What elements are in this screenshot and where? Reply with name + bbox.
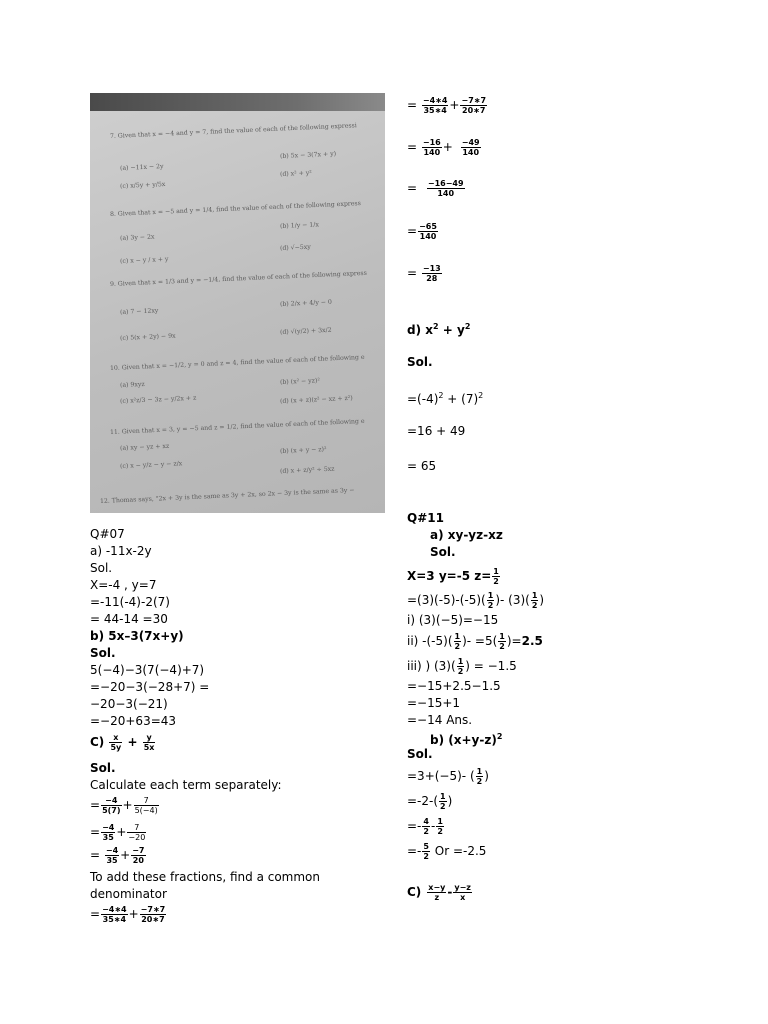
fraction: $\frac{1}{2}$ <box>531 591 538 610</box>
fraction-line: = $\frac{-4∗4}{35∗4}$ + $\frac{-7∗7}{20∗7}$ <box>90 905 166 924</box>
work-line: −20−3(−21) <box>90 697 168 711</box>
fraction: $\frac{4}{2}$ <box>423 817 429 836</box>
solution-label: Sol. <box>90 561 113 575</box>
part-c-label: C) $\frac{x-y}{z}$ - $\frac{y-z}{x}$ <box>407 883 471 902</box>
part-c-label <box>90 733 156 752</box>
plus-sign: + <box>127 735 138 749</box>
instruction-line: To add these fractions, find a common <box>90 870 320 884</box>
photo-line: (b) 5x − 3(7x + y) <box>279 150 337 160</box>
work-line: iii) ) (3)( $\frac{1}{2}$ ) = −1.5 <box>407 657 517 676</box>
fraction: $\frac{1}{2}$ <box>437 817 443 836</box>
fraction: $\frac{1}{2}$ <box>499 632 505 651</box>
work-line: = 65 <box>407 459 437 473</box>
photo-line: (d) x² + y² <box>279 169 312 178</box>
fraction: $\frac{-13}{28}$ <box>422 264 441 283</box>
part-d-label: d) $x^2 + y^2$ <box>407 322 471 337</box>
instruction-line: denominator <box>90 887 167 901</box>
photo-dark-edge <box>90 93 385 111</box>
question-11-title: Q#11 <box>407 511 444 525</box>
photo-line: 9. Given that x = 1/3 and y = −1/4, find the value of each of the following express <box>109 269 367 288</box>
photo-line: (d) x + z/y² ÷ 5xz <box>279 465 335 475</box>
photo-line: (c) x²z/3 − 3z − y/2x + z <box>119 394 197 405</box>
fraction: $\frac{y}{5x}$ <box>143 733 155 752</box>
fraction: $\frac{7}{-20}$ <box>128 823 146 842</box>
fraction-line: = $\frac{-16-49}{140}$ <box>407 179 464 198</box>
fraction: $\frac{-4}{5(7)}$ <box>102 796 121 815</box>
fraction: $\frac{-7∗7}{20∗7}$ <box>140 905 166 924</box>
fraction-line: = $\frac{-4∗4}{35∗4}$ + $\frac{-7∗7}{20∗7}$ <box>407 96 487 115</box>
work-line: =−14 Ans. <box>407 713 473 727</box>
photo-line: (d) √−5xy <box>279 243 311 252</box>
part-a-label: a) xy-yz-xz <box>430 528 503 542</box>
work-line: =−15+2.5−1.5 <box>407 679 501 693</box>
work-line: =−20−3(−28+7) = <box>90 680 210 694</box>
fraction: $\frac{x}{5y}$ <box>110 733 122 752</box>
fraction: $\frac{-65}{140}$ <box>419 222 437 241</box>
solution-label: Sol. <box>430 545 456 559</box>
fraction: $\frac{-4∗4}{35∗4}$ <box>102 905 127 924</box>
part-c-prefix: C) <box>90 735 105 749</box>
fraction: $\frac{x-y}{z}$ <box>428 883 446 902</box>
work-line: ii) -(-5)( $\frac{1}{2}$ )- =5( $\frac{1}{2}$ )=2.5 <box>407 632 543 651</box>
work-line: 5(−4)−3(7(−4)+7) <box>90 663 205 677</box>
part-b-label: b) $(x+y-z)^2$ <box>430 732 503 747</box>
part-b-label: b) 5x–3(7x+y) <box>90 629 184 643</box>
photo-line: 12. Thomas says, "2x + 3y is the same as 3y + 2x, so 2x − 3y is the same as 3y − <box>99 486 355 505</box>
result-line: = 44-14 =30 <box>90 612 168 626</box>
photo-line: 11. Given that x = 3, y = −5 and z = 1/2, find the value of each of the following e <box>109 417 365 436</box>
photo-line: (b) 1/y − 1/x <box>279 221 320 230</box>
fraction: $\frac{7}{5(-4)}$ <box>134 796 158 815</box>
solution-label: Sol. <box>90 646 116 660</box>
fraction-line: = $\frac{-65}{140}$ <box>407 222 437 241</box>
work-line: =- $\frac{4}{2}$ - $\frac{1}{2}$ <box>407 817 443 836</box>
work-line: =16 + 49 <box>407 424 466 438</box>
photo-line: 10. Given that x = −1/2, y = 0 and z = 4, find the value of each of the following e <box>109 353 365 372</box>
photo-line: (c) x − y / x + y <box>119 255 169 265</box>
work-line: =-2-( $\frac{1}{2}$ ) <box>407 792 453 811</box>
fraction: $\frac{-4}{35}$ <box>105 846 119 865</box>
solution-label: Sol. <box>90 761 116 775</box>
photo-line: (b) (x² − yz)² <box>279 377 321 386</box>
photo-line: (d) (x + z)(z² − xz + z²) <box>279 394 353 405</box>
solution-label: Sol. <box>407 747 433 761</box>
photo-line: 7. Given that x = −4 and y = 7, find the value of each of the following expressi <box>109 122 357 140</box>
photo-line: (c) x − y/z − y − z/x <box>119 460 183 470</box>
photo-line: (a) xy − yz + xz <box>119 442 170 452</box>
photo-line: (b) (x + y − z)² <box>279 445 327 455</box>
instruction-line: Calculate each term separately: <box>90 778 282 792</box>
fraction: $\frac{-7}{20}$ <box>132 846 145 865</box>
fraction-line: = $\frac{-16}{140}$ + $\frac{-49}{140}$ <box>407 138 480 157</box>
photo-line: (d) √(y/2) + 3x/2 <box>279 326 332 336</box>
work-line: i) (3)(−5)=−15 <box>407 613 499 627</box>
textbook-photo <box>90 93 385 513</box>
fraction-line: = $\frac{-4}{35}$ + $\frac{-7}{20}$ <box>90 846 145 865</box>
fraction: $\frac{y-z}{x}$ <box>454 883 471 902</box>
photo-line: 8. Given that x = −5 and y = 1/4, find the value of each of the following express <box>109 200 361 218</box>
photo-line: (c) 5(x + 2y) − 9x <box>119 332 176 342</box>
photo-line: (a) 7 − 12xy <box>119 307 159 316</box>
part-a-label: a) -11x-2y <box>90 544 152 558</box>
work-line: $=(-4)^2 + (7)^2$ <box>407 391 484 406</box>
fraction: $\frac{1}{2}$ <box>476 767 483 786</box>
work-line: =−15+1 <box>407 696 461 710</box>
work-line: =- $\frac{5}{2}$ Or =-2.5 <box>407 842 487 861</box>
photo-line: (b) 2/x + 4/y − 0 <box>279 298 333 308</box>
substitution-line: =-11(-4)-2(7) <box>90 595 170 609</box>
fraction: $\frac{1}{2}$ <box>493 567 499 586</box>
work-line: =(3)(-5)-(-5)( $\frac{1}{2}$ )- (3)( $\frac{1}{2}$ ) <box>407 591 545 610</box>
fraction: $\frac{-49}{140}$ <box>461 138 480 157</box>
fraction: $\frac{1}{2}$ <box>487 591 494 610</box>
given-values: X=-4 , y=7 <box>90 578 157 592</box>
work-line: =3+(−5)- ( $\frac{1}{2}$ ) <box>407 767 489 786</box>
photo-line: (c) x/5y + y/5x <box>119 181 166 190</box>
fraction: $\frac{-16-49}{140}$ <box>427 179 464 198</box>
given-values: X=3 y=-5 z= $\frac{1}{2}$ <box>407 567 499 586</box>
fraction: $\frac{-4}{35}$ <box>102 823 115 842</box>
work-line: =−20+63=43 <box>90 714 177 728</box>
fraction: $\frac{1}{2}$ <box>440 792 446 811</box>
fraction-line: = $\frac{-4}{5(7)}$ + $\frac{7}{5(-4)}$ <box>90 796 158 815</box>
photo-line: (a) 9xyz <box>119 380 145 389</box>
solution-label: Sol. <box>407 355 433 369</box>
fraction-line: = $\frac{-13}{28}$ <box>407 264 441 283</box>
fraction: $\frac{-4∗4}{35∗4}$ <box>422 96 448 115</box>
fraction: $\frac{5}{2}$ <box>423 842 429 861</box>
question-7-title: Q#07 <box>90 527 125 541</box>
fraction: $\frac{1}{2}$ <box>457 657 464 676</box>
fraction: $\frac{-16}{140}$ <box>422 138 441 157</box>
photo-line: (a) 3y − 2x <box>119 233 155 242</box>
fraction: $\frac{-7∗7}{20∗7}$ <box>461 96 487 115</box>
fraction-line: = $\frac{-4}{35}$ + $\frac{7}{-20}$ <box>90 823 146 842</box>
fraction: $\frac{1}{2}$ <box>454 632 461 651</box>
photo-line: (a) −11x − 2y <box>119 163 164 172</box>
